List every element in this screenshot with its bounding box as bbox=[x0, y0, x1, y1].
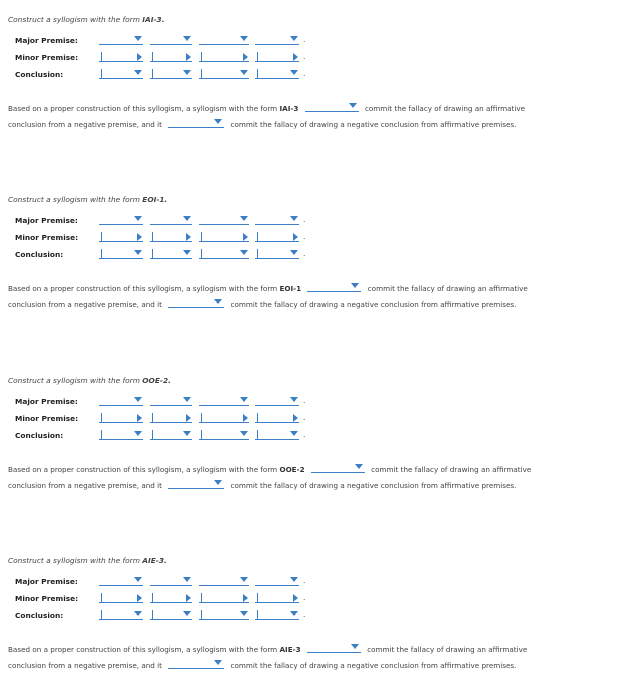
chevron-down-icon bbox=[240, 36, 248, 41]
chevron-down-icon bbox=[240, 70, 248, 75]
major-end: . bbox=[303, 215, 306, 224]
conclusion-quantifier-dropdown[interactable] bbox=[99, 249, 143, 259]
chevron-right-icon bbox=[137, 414, 142, 422]
chevron-down-icon bbox=[240, 216, 248, 221]
field-edge bbox=[101, 52, 102, 62]
chevron-down-icon bbox=[290, 577, 298, 582]
chevron-down-icon bbox=[134, 250, 142, 255]
line1-suffix: commit the fallacy of drawing an affirmative bbox=[367, 645, 528, 654]
minor-end: . bbox=[303, 413, 306, 422]
minor-premise-label: Minor Premise: bbox=[15, 594, 79, 603]
line2-suffix: commit the fallacy of drawing a negative conclusion from affirmative premises. bbox=[230, 661, 517, 670]
conclusion-row bbox=[0, 430, 619, 444]
field-edge bbox=[257, 232, 258, 242]
minor-premise-row bbox=[0, 593, 619, 607]
chevron-right-icon bbox=[243, 233, 248, 241]
major-subject-dropdown[interactable] bbox=[150, 215, 192, 225]
conclusion-end: . bbox=[303, 69, 306, 78]
minor-quantifier-dropdown[interactable] bbox=[99, 52, 143, 62]
heading-form: AIE-3. bbox=[142, 556, 167, 565]
affirmative-fallacy-dropdown[interactable] bbox=[311, 463, 365, 473]
minor-premise-label: Minor Premise: bbox=[15, 233, 79, 242]
chevron-right-icon bbox=[293, 233, 298, 241]
negative-fallacy-dropdown[interactable] bbox=[168, 659, 224, 669]
minor-copula-dropdown[interactable] bbox=[199, 232, 249, 242]
field-edge bbox=[201, 413, 202, 423]
negative-fallacy-dropdown[interactable] bbox=[168, 479, 224, 489]
fallacy-line-1 bbox=[8, 281, 528, 297]
minor-end: . bbox=[303, 52, 306, 61]
fallacy-question bbox=[8, 462, 531, 494]
line1-prefix: Based on a proper construction of this syllogism, a syllogism with the form bbox=[8, 645, 278, 654]
chevron-right-icon bbox=[186, 53, 191, 61]
major-end: . bbox=[303, 576, 306, 585]
field-edge bbox=[101, 69, 102, 79]
field-edge bbox=[101, 413, 102, 423]
chevron-down-icon bbox=[240, 397, 248, 402]
chevron-down-icon bbox=[183, 250, 191, 255]
field-edge bbox=[152, 232, 153, 242]
field-edge bbox=[201, 232, 202, 242]
conclusion-predicate-dropdown[interactable] bbox=[255, 610, 299, 620]
chevron-right-icon bbox=[186, 233, 191, 241]
minor-subject-dropdown[interactable] bbox=[150, 413, 192, 423]
line1-form: EOI-1 bbox=[279, 284, 302, 293]
chevron-down-icon bbox=[240, 611, 248, 616]
heading-prefix: Construct a syllogism with the form bbox=[8, 556, 140, 565]
chevron-right-icon bbox=[293, 53, 298, 61]
conclusion-label: Conclusion: bbox=[15, 250, 64, 259]
conclusion-subject-dropdown[interactable] bbox=[150, 249, 192, 259]
major-premise-label: Major Premise: bbox=[15, 577, 78, 586]
minor-subject-dropdown[interactable] bbox=[150, 593, 192, 603]
chevron-down-icon bbox=[240, 431, 248, 436]
major-premise-label: Major Premise: bbox=[15, 36, 78, 45]
field-edge bbox=[152, 593, 153, 603]
conclusion-row bbox=[0, 249, 619, 263]
conclusion-quantifier-dropdown[interactable] bbox=[99, 430, 143, 440]
major-premise-row bbox=[0, 215, 619, 229]
conclusion-end: . bbox=[303, 610, 306, 619]
chevron-down-icon bbox=[183, 216, 191, 221]
fallacy-line-2 bbox=[8, 117, 525, 133]
field-edge bbox=[101, 232, 102, 242]
chevron-down-icon bbox=[290, 250, 298, 255]
fallacy-line-1 bbox=[8, 462, 531, 478]
minor-end: . bbox=[303, 593, 306, 602]
fallacy-line-2 bbox=[8, 658, 527, 674]
minor-predicate-dropdown[interactable] bbox=[255, 232, 299, 242]
section-heading bbox=[8, 195, 167, 204]
chevron-down-icon bbox=[290, 216, 298, 221]
chevron-down-icon bbox=[134, 216, 142, 221]
heading-prefix: Construct a syllogism with the form bbox=[8, 195, 140, 204]
field-edge bbox=[257, 610, 258, 620]
major-quantifier-dropdown[interactable] bbox=[99, 396, 143, 406]
section-heading bbox=[8, 376, 171, 385]
conclusion-end: . bbox=[303, 249, 306, 258]
major-quantifier-dropdown[interactable] bbox=[99, 576, 143, 586]
line2-suffix: commit the fallacy of drawing a negative conclusion from affirmative premises. bbox=[230, 481, 517, 490]
conclusion-row bbox=[0, 69, 619, 83]
field-edge bbox=[201, 593, 202, 603]
field-edge bbox=[257, 69, 258, 79]
heading-prefix: Construct a syllogism with the form bbox=[8, 15, 140, 24]
fallacy-question bbox=[8, 101, 525, 133]
line2-prefix: conclusion from a negative premise, and it bbox=[8, 661, 162, 670]
line1-suffix: commit the fallacy of drawing an affirmative bbox=[367, 284, 528, 293]
chevron-down-icon bbox=[355, 464, 363, 469]
line2-prefix: conclusion from a negative premise, and it bbox=[8, 120, 162, 129]
chevron-right-icon bbox=[243, 414, 248, 422]
heading-prefix: Construct a syllogism with the form bbox=[8, 376, 140, 385]
chevron-down-icon bbox=[183, 611, 191, 616]
heading-form: EOI-1. bbox=[142, 195, 168, 204]
chevron-down-icon bbox=[240, 250, 248, 255]
major-copula-dropdown[interactable] bbox=[199, 396, 249, 406]
negative-fallacy-dropdown[interactable] bbox=[168, 298, 224, 308]
field-edge bbox=[201, 430, 202, 440]
field-edge bbox=[257, 52, 258, 62]
major-premise-row bbox=[0, 396, 619, 410]
line1-prefix: Based on a proper construction of this syllogism, a syllogism with the form bbox=[8, 284, 278, 293]
chevron-right-icon bbox=[293, 594, 298, 602]
line1-form: AIE-3 bbox=[279, 645, 301, 654]
chevron-right-icon bbox=[186, 594, 191, 602]
field-edge bbox=[152, 430, 153, 440]
minor-quantifier-dropdown[interactable] bbox=[99, 232, 143, 242]
line2-suffix: commit the fallacy of drawing a negative conclusion from affirmative premises. bbox=[230, 120, 517, 129]
line2-suffix: commit the fallacy of drawing a negative conclusion from affirmative premises. bbox=[230, 300, 517, 309]
field-edge bbox=[152, 52, 153, 62]
chevron-down-icon bbox=[290, 611, 298, 616]
conclusion-subject-dropdown[interactable] bbox=[150, 430, 192, 440]
chevron-right-icon bbox=[243, 594, 248, 602]
conclusion-copula-dropdown[interactable] bbox=[199, 610, 249, 620]
minor-premise-row bbox=[0, 52, 619, 66]
field-edge bbox=[152, 249, 153, 259]
chevron-right-icon bbox=[137, 233, 142, 241]
conclusion-subject-dropdown[interactable] bbox=[150, 610, 192, 620]
conclusion-copula-dropdown[interactable] bbox=[199, 249, 249, 259]
chevron-right-icon bbox=[243, 53, 248, 61]
minor-copula-dropdown[interactable] bbox=[199, 413, 249, 423]
affirmative-fallacy-dropdown[interactable] bbox=[307, 282, 361, 292]
conclusion-predicate-dropdown[interactable] bbox=[255, 69, 299, 79]
conclusion-quantifier-dropdown[interactable] bbox=[99, 69, 143, 79]
chevron-right-icon bbox=[186, 414, 191, 422]
chevron-down-icon bbox=[214, 299, 222, 304]
chevron-down-icon bbox=[351, 283, 359, 288]
chevron-down-icon bbox=[290, 397, 298, 402]
chevron-down-icon bbox=[183, 431, 191, 436]
chevron-down-icon bbox=[134, 36, 142, 41]
major-premise-row bbox=[0, 35, 619, 49]
negative-fallacy-dropdown[interactable] bbox=[168, 118, 224, 128]
minor-subject-dropdown[interactable] bbox=[150, 52, 192, 62]
line1-form: IAI-3 bbox=[279, 104, 299, 113]
fallacy-question bbox=[8, 642, 527, 674]
chevron-down-icon bbox=[134, 397, 142, 402]
heading-form: IAI-3. bbox=[142, 15, 165, 24]
line1-form: OOE-2 bbox=[279, 465, 305, 474]
major-subject-dropdown[interactable] bbox=[150, 396, 192, 406]
minor-copula-dropdown[interactable] bbox=[199, 52, 249, 62]
line1-prefix: Based on a proper construction of this syllogism, a syllogism with the form bbox=[8, 104, 278, 113]
major-predicate-dropdown[interactable] bbox=[255, 215, 299, 225]
major-copula-dropdown[interactable] bbox=[199, 35, 249, 45]
chevron-down-icon bbox=[240, 577, 248, 582]
field-edge bbox=[152, 413, 153, 423]
conclusion-label: Conclusion: bbox=[15, 70, 64, 79]
fallacy-line-1 bbox=[8, 101, 525, 117]
minor-end: . bbox=[303, 232, 306, 241]
field-edge bbox=[257, 593, 258, 603]
chevron-down-icon bbox=[351, 644, 359, 649]
major-subject-dropdown[interactable] bbox=[150, 35, 192, 45]
minor-premise-row bbox=[0, 232, 619, 246]
major-subject-dropdown[interactable] bbox=[150, 576, 192, 586]
field-edge bbox=[101, 593, 102, 603]
major-quantifier-dropdown[interactable] bbox=[99, 215, 143, 225]
major-end: . bbox=[303, 35, 306, 44]
chevron-down-icon bbox=[290, 431, 298, 436]
field-edge bbox=[257, 413, 258, 423]
line1-suffix: commit the fallacy of drawing an affirmative bbox=[364, 104, 526, 113]
field-edge bbox=[152, 610, 153, 620]
conclusion-predicate-dropdown[interactable] bbox=[255, 430, 299, 440]
conclusion-copula-dropdown[interactable] bbox=[199, 430, 249, 440]
field-edge bbox=[201, 69, 202, 79]
major-end: . bbox=[303, 396, 306, 405]
field-edge bbox=[101, 430, 102, 440]
field-edge bbox=[152, 69, 153, 79]
conclusion-label: Conclusion: bbox=[15, 431, 64, 440]
chevron-down-icon bbox=[134, 431, 142, 436]
minor-quantifier-dropdown[interactable] bbox=[99, 593, 143, 603]
field-edge bbox=[201, 610, 202, 620]
chevron-down-icon bbox=[349, 103, 357, 108]
minor-copula-dropdown[interactable] bbox=[199, 593, 249, 603]
major-premise-row bbox=[0, 576, 619, 590]
fallacy-question bbox=[8, 281, 528, 313]
minor-quantifier-dropdown[interactable] bbox=[99, 413, 143, 423]
chevron-down-icon bbox=[183, 36, 191, 41]
chevron-down-icon bbox=[214, 119, 222, 124]
affirmative-fallacy-dropdown[interactable] bbox=[305, 102, 359, 112]
minor-subject-dropdown[interactable] bbox=[150, 232, 192, 242]
chevron-down-icon bbox=[183, 70, 191, 75]
section-heading bbox=[8, 15, 165, 24]
minor-predicate-dropdown[interactable] bbox=[255, 52, 299, 62]
minor-predicate-dropdown[interactable] bbox=[255, 593, 299, 603]
conclusion-copula-dropdown[interactable] bbox=[199, 69, 249, 79]
conclusion-label: Conclusion: bbox=[15, 611, 64, 620]
major-copula-dropdown[interactable] bbox=[199, 215, 249, 225]
line2-prefix: conclusion from a negative premise, and it bbox=[8, 300, 162, 309]
chevron-down-icon bbox=[134, 70, 142, 75]
section-heading bbox=[8, 556, 167, 565]
field-edge bbox=[101, 249, 102, 259]
minor-premise-row bbox=[0, 413, 619, 427]
chevron-down-icon bbox=[183, 577, 191, 582]
fallacy-line-2 bbox=[8, 297, 528, 313]
major-predicate-dropdown[interactable] bbox=[255, 35, 299, 45]
conclusion-row bbox=[0, 610, 619, 624]
major-premise-label: Major Premise: bbox=[15, 397, 78, 406]
line2-prefix: conclusion from a negative premise, and it bbox=[8, 481, 162, 490]
field-edge bbox=[257, 249, 258, 259]
major-premise-label: Major Premise: bbox=[15, 216, 78, 225]
major-quantifier-dropdown[interactable] bbox=[99, 35, 143, 45]
chevron-down-icon bbox=[214, 480, 222, 485]
conclusion-subject-dropdown[interactable] bbox=[150, 69, 192, 79]
line1-prefix: Based on a proper construction of this syllogism, a syllogism with the form bbox=[8, 465, 278, 474]
affirmative-fallacy-dropdown[interactable] bbox=[307, 643, 361, 653]
chevron-down-icon bbox=[183, 397, 191, 402]
fallacy-line-1 bbox=[8, 642, 527, 658]
major-predicate-dropdown[interactable] bbox=[255, 396, 299, 406]
chevron-down-icon bbox=[290, 70, 298, 75]
chevron-right-icon bbox=[137, 594, 142, 602]
conclusion-end: . bbox=[303, 430, 306, 439]
heading-form: OOE-2. bbox=[142, 376, 171, 385]
chevron-right-icon bbox=[137, 53, 142, 61]
major-copula-dropdown[interactable] bbox=[199, 576, 249, 586]
field-edge bbox=[101, 610, 102, 620]
fallacy-line-2 bbox=[8, 478, 531, 494]
conclusion-quantifier-dropdown[interactable] bbox=[99, 610, 143, 620]
major-predicate-dropdown[interactable] bbox=[255, 576, 299, 586]
field-edge bbox=[201, 249, 202, 259]
minor-predicate-dropdown[interactable] bbox=[255, 413, 299, 423]
field-edge bbox=[201, 52, 202, 62]
chevron-down-icon bbox=[134, 611, 142, 616]
chevron-right-icon bbox=[293, 414, 298, 422]
conclusion-predicate-dropdown[interactable] bbox=[255, 249, 299, 259]
field-edge bbox=[257, 430, 258, 440]
chevron-down-icon bbox=[134, 577, 142, 582]
minor-premise-label: Minor Premise: bbox=[15, 414, 79, 423]
line1-suffix: commit the fallacy of drawing an affirmative bbox=[371, 465, 532, 474]
chevron-down-icon bbox=[214, 660, 222, 665]
chevron-down-icon bbox=[290, 36, 298, 41]
minor-premise-label: Minor Premise: bbox=[15, 53, 79, 62]
